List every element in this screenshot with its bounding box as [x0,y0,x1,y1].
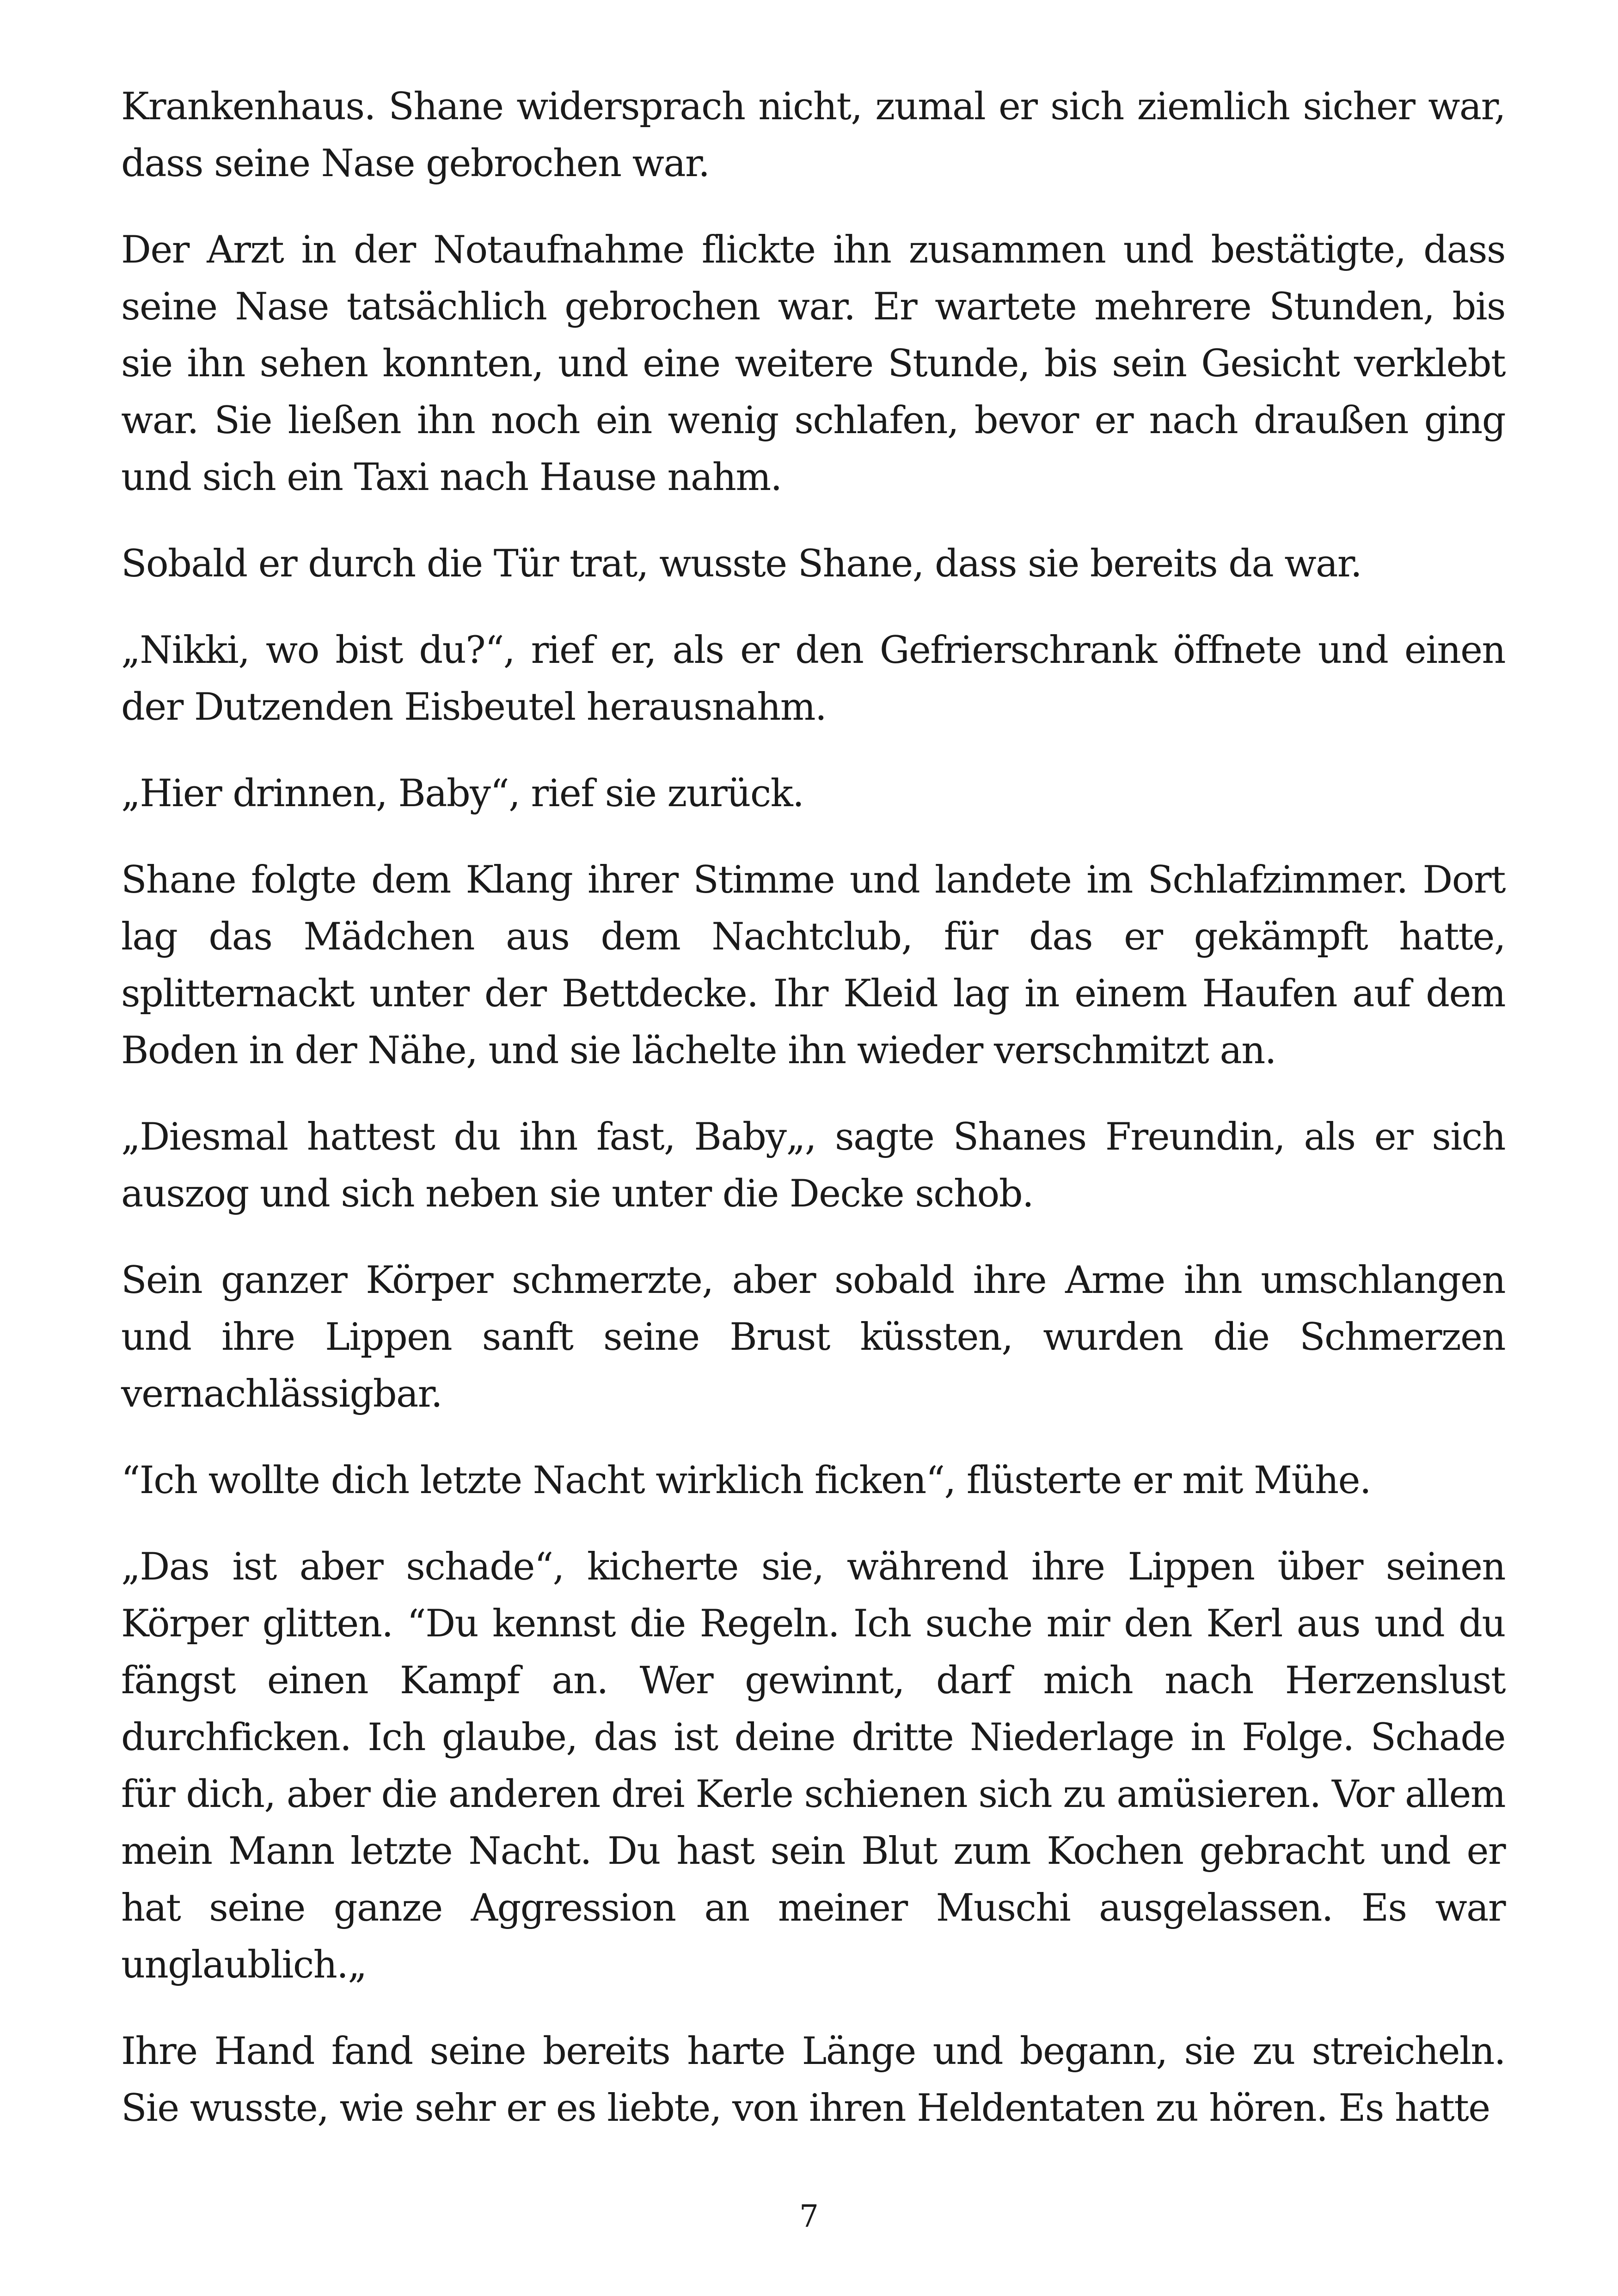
paragraph-11: Ihre Hand fand seine bereits harte Länge und begann, sie zu streicheln. Sie wusste, wie sehr er es liebte, von ihren Heldentaten zu hören. Es hatte [121,2030,1505,2130]
paragraph-8: Sein ganzer Körper schmerzte, aber sobald ihre Arme ihn umschlangen und ihre Lippen sanft seine Brust küssten, wurden die Schmerzen vernachlässigbar. [121,1259,1505,1416]
paragraph-10: „Das ist aber schade“, kicherte sie, während ihre Lippen über seinen Körper glitten. “Du kennst die Regeln. Ich suche mir den Kerl aus und du fängst einen Kampf an. Wer gewinnt, darf mich nach Herzenslust durchficken. Ich glaube, das ist deine dritte Niederlage in Folge. Schade für dich, aber die anderen drei Kerle schienen sich zu amüsieren. Vor allem mein Mann letzte Nacht. Du hast sein Blut zum Kochen gebracht und er hat seine ganze Aggression an meiner Muschi ausgelassen. Es war unglaublich.„ [121,1545,1505,1987]
paragraph-7: „Diesmal hattest du ihn fast, Baby„, sagte Shanes Freundin, als er sich auszog und sich neben sie unter die Decke schob. [121,1115,1505,1216]
paragraph-9: “Ich wollte dich letzte Nacht wirklich ficken“, flüsterte er mit Mühe. [121,1459,1371,1502]
page-number: 7 [799,2198,819,2234]
paragraph-2: Der Arzt in der Notaufnahme flickte ihn zusammen und bestätigte, dass seine Nase tatsächlich gebrochen war. Er wartete mehrere Stunden, bis sie ihn sehen konnten, und eine weitere Stunde, bis sein Gesicht verklebt war. Sie ließen ihn noch ein wenig schlafen, bevor er nach draußen ging und sich ein Taxi nach Hause nahm. [121,228,1505,499]
paragraph-1: Krankenhaus. Shane widersprach nicht, zumal er sich ziemlich sicher war, dass seine Nase gebrochen war. [121,85,1505,185]
paragraph-5: „Hier drinnen, Baby“, rief sie zurück. [121,772,804,815]
body-text [121,79,1505,2167]
paragraph-3: Sobald er durch die Tür trat, wusste Shane, dass sie bereits da war. [121,542,1362,586]
paragraph-4: „Nikki, wo bist du?“, rief er, als er den Gefrierschrank öffnete und einen der Dutzenden Eisbeutel herausnahm. [121,629,1505,729]
paragraph-6: Shane folgte dem Klang ihrer Stimme und landete im Schlafzimmer. Dort lag das Mädchen aus dem Nachtclub, für das er gekämpft hatte, splitternackt unter der Bettdecke. Ihr Kleid lag in einem Haufen auf dem Boden in der Nähe, und sie lächelte ihn wieder verschmitzt an. [121,858,1505,1072]
